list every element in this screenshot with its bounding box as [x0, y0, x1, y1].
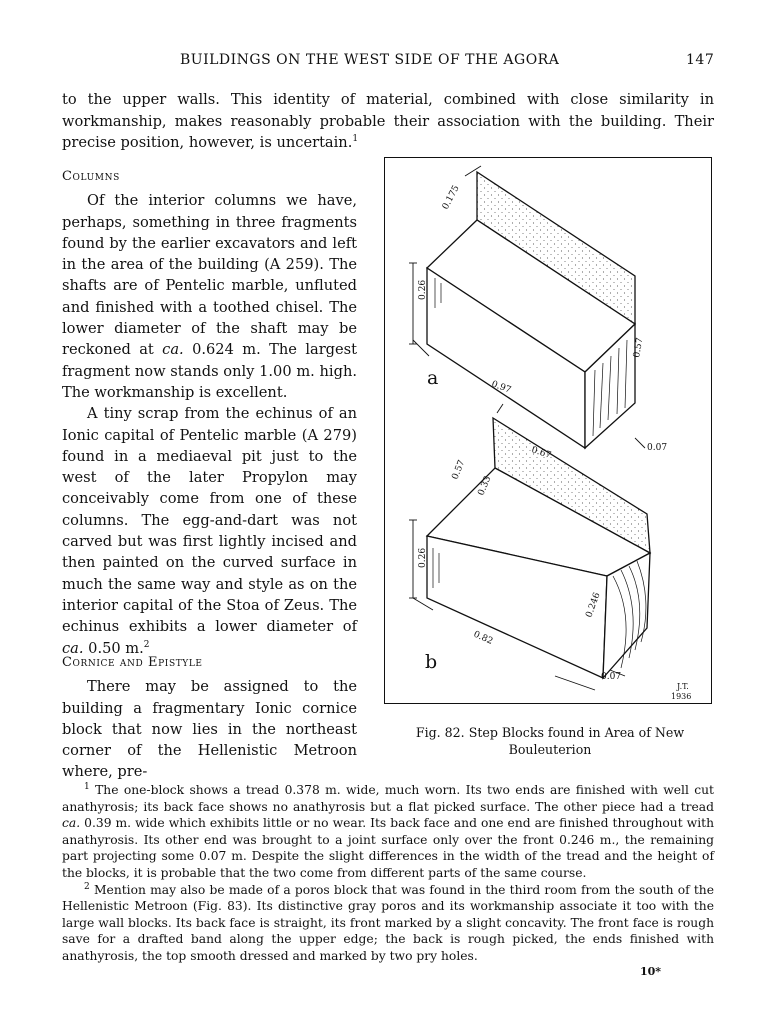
caption-line-1: Fig. 82. Step Blocks found in Area of New [415, 725, 685, 740]
footnote-1-mark: 1 [84, 781, 90, 792]
dim-b-height: 0.26 [418, 547, 428, 568]
columns-p1-ca: ca. [162, 341, 184, 359]
columns-heading: Columns [62, 169, 120, 184]
footnotes [62, 782, 714, 965]
dim-a-top-width: 0.175 [440, 183, 462, 212]
signature-mark: 10* [640, 965, 662, 978]
footnote-2 [62, 882, 714, 965]
columns-section [62, 166, 357, 659]
cornice-paragraph: There may be assigned to the building a fragmentary Ionic cornice block that now lies in the northeast corner of the Hellenistic Metroon where, pre- [62, 678, 357, 781]
dim-a-end: 0.57 [632, 337, 646, 359]
columns-paragraph-2 [62, 403, 357, 659]
block-b [409, 404, 650, 690]
dim-b-projection: 0.07 [601, 672, 622, 682]
intro-text: to the upper walls. This identity of material, combined with close similarity in workmanship, makes reasonably probable their association with the building. Their precise position, however, is uncertain. [62, 91, 714, 151]
dim-a-height: 0.26 [418, 279, 428, 300]
columns-p1-text-a: Of the interior columns we have, perhaps, something in three fragments found by the earlier excavators and left in the area of the building (A 259). The shafts are of Pentelic marble, unfluted and finished with a toothed chisel. The lower diameter of the shaft may be reckoned at [62, 192, 357, 359]
columns-paragraph-1 [62, 190, 357, 403]
footnote-2-text: Mention may also be made of a poros block that was found in the third room from the south of the Hellenistic Metroon (Fig. 83). Its distinctive gray poros and its workmanship associate it too with the large wall blocks. Its back face is straight, its front marked by a slight concavity. The front face is rough save for a drafted band along the upper edge; the back is rough picked, the ends finished with anathyrosis, the top smooth dressed and marked by two pry holes. [62, 882, 714, 963]
dim-b-top-width: 0.67 [530, 445, 553, 462]
cornice-section [62, 652, 357, 783]
columns-p2-text-a: A tiny scrap from the echinus of an Ionic capital of Pentelic marble (A 279) found in a mediaeval pit just to the west of the later Propylon may conceivably come from one of these columns. The egg-and-dart was not carved but was first lightly incised and then painted on the curved surface in much the same way and style as on the interior capital of the Stoa of Zeus. The echinus exhibits a lower diameter of [62, 405, 357, 636]
running-head [0, 52, 775, 74]
cornice-heading: Cornice and Epistyle [62, 655, 203, 670]
columns-p1-text-b: 0.624 m. The largest fragment now stands only 1.00 m. high. The workmanship is excellent. [62, 341, 357, 401]
figure-caption [405, 724, 695, 758]
footnote-1-text-b: 0.39 m. wide which exhibits little or no wear. Its back face and one end are finished throughout with anathyrosis. Its other end was brought to a joint surface only over the front 0.246 m., the remaining part projecting some 0.07 m. Despite the slight differences in the width of the tread and the height of the blocks, it is probable that the two come from different parts of the same course. [62, 816, 714, 880]
draftsman-year: 1936 [671, 692, 692, 701]
footnote-2-mark: 2 [84, 881, 90, 892]
draftsman-initials: J.T. [677, 682, 689, 691]
footnote-1 [62, 782, 714, 882]
columns-p2-text-b: 0.50 m. [83, 639, 144, 657]
dim-b-length: 0.82 [471, 629, 495, 647]
columns-p2-ca: ca. [62, 639, 84, 657]
intro-paragraph [62, 89, 714, 154]
figure-82 [384, 157, 712, 704]
footnote-1-text-a: The one-block shows a tread 0.378 m. wide, much worn. Its two ends are finished with well cut anathyrosis; its back face shows no anathyrosis but a flat picked surface. The other piece had a tread [62, 783, 714, 814]
dim-a-projection: 0.07 [647, 443, 668, 453]
footnote-1-ca: ca. [62, 816, 81, 831]
step-blocks-drawing [385, 158, 711, 703]
dim-b-tread: 0.33 [476, 474, 494, 498]
label-a: a [427, 367, 439, 389]
dim-a-length: 0.97 [489, 379, 513, 396]
page-number: 147 [686, 52, 715, 68]
footnote-ref-1: 1 [352, 134, 359, 145]
dim-b-joint: 0.246 [584, 591, 603, 620]
label-b: b [425, 651, 438, 673]
footnote-ref-2: 2 [143, 639, 150, 650]
caption-line-2: Bouleuterion [508, 742, 592, 757]
dim-b-depth: 0.57 [450, 458, 468, 482]
running-title: BUILDINGS ON THE WEST SIDE OF THE AGORA [180, 52, 560, 68]
